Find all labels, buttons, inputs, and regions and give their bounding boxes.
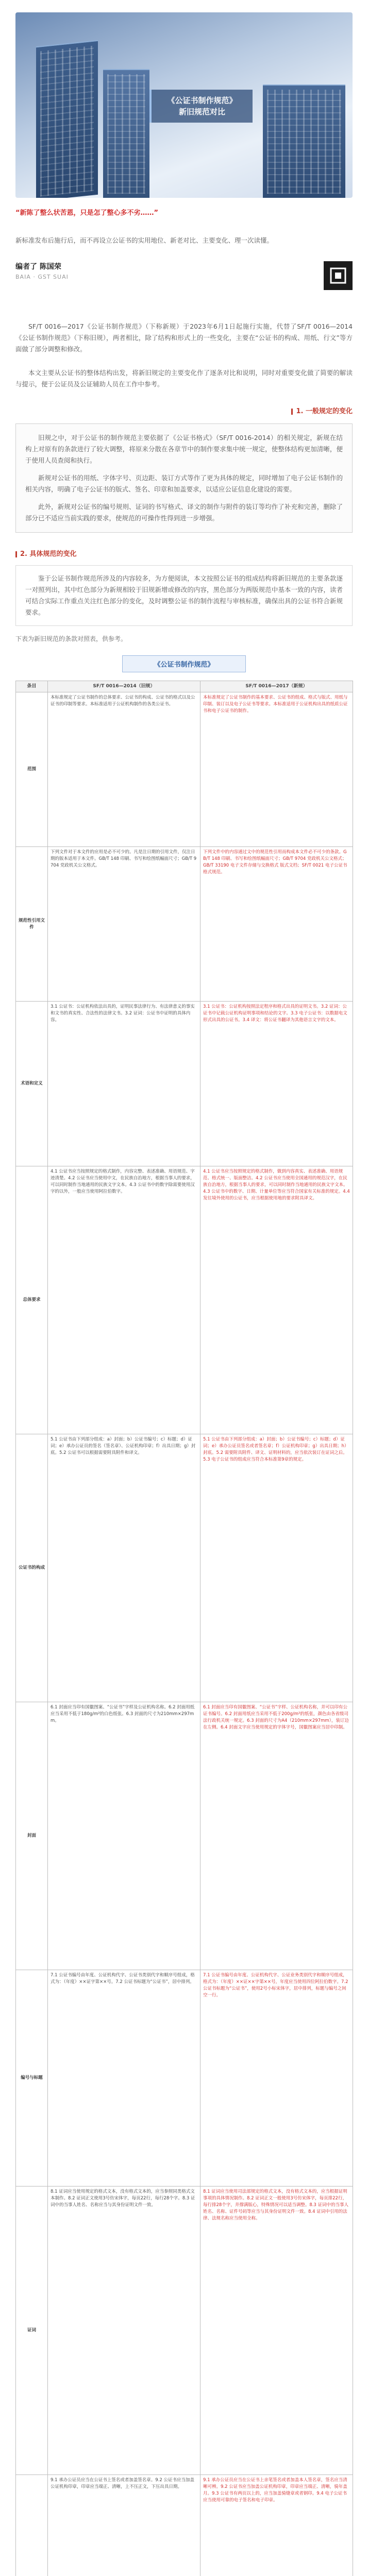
table-row [16,1970,353,2187]
table-cell-category: 编号与标题 [16,1970,48,2187]
table-cell-new-text: 8.1 证词应当使用司法部规定的格式文本，没有格式文本的，应当根据证明事项的具体情况制作。8.2 证词正文一般使用3号仿宋体字，每页排22行，每行排28个字，并撑满版心，特殊情况可以适当调整。8.3 证词中的当事人姓名、名称、证件号码等应当与其身份证明文件一致。8.4 证词中引用的法律、法规名称应当使用全称。 [203,2189,349,2221]
table-cell-new-text: 3.1 公证书：公证机构按照法定程序和格式出具的证明文书。3.2 证词：公证书中记载公证机构证明事项和结论的文字。3.3 电子公证书：以数据电文形式出具的公证书。3.4 译文：将公证书翻译为其他语言文字的文本。 [203,1004,347,1023]
table-cell-old: 8.1 证词应当使用规定的格式文本，没有格式文本的，应当参照同类格式文本制作。8.2 证词正文使用3号仿宋体字，每页22行，每行28个字。8.3 证词中的当事人姓名、名称应当与其身份证明文件一致。 [48,2187,200,2475]
table-row [16,2187,353,2475]
table-cell-old: 下列文件对于本文件的应用是必不可少的。凡是注日期的引用文件，仅注日期的版本适用于本文件。GB/T 148 印刷、书写和绘图纸幅面尺寸；GB/T 9704 党政机关公文格式。 [48,847,200,1002]
section-2-title-text: 2. 具体规范的变化 [20,550,77,558]
section-bar-icon [15,551,17,557]
table-cell-new [200,847,353,1002]
table-cell-new-text: 9.1 承办公证员应当在公证书上亲笔签名或者加盖本人签名章，签名应当清晰可辨。9.2 公证书应当加盖公证机构印章，印章应当端正、清晰，骑年盖月。9.3 公证书有两页以上的，应当加盖骑缝章或者钢印。9.4 电子公证书应当使用可靠的电子签名和电子印章。 [203,2478,347,2503]
section-2-title [15,548,353,558]
table-cell-new [200,2187,353,2475]
table-cell-new-text: 4.1 公证书应当按照规定的格式制作，做到内容真实、表述准确、用语规范、格式统一、版面整洁。4.2 公证书应当使用全国通用的规范汉字，在民族自治地方，根据当事人的要求，可以同时制作当地通用的民族文字文本。4.3 公证书中的数字、日期、计量单位等应当符合国家有关标准的规定。4.4 发往境外使用的公证书，应当根据使用地的要求附具译文。 [203,1169,350,1201]
author-info [15,261,69,280]
author-subtitle: BAIA · GST SUAI [15,274,69,280]
comparison-table [15,681,353,2576]
table-row [16,692,353,847]
section-1-box [15,423,353,533]
section-1-paragraph: 此外，新规对公证书的编号规则、证词的书写格式、译文的制作与附件的装订等均作了补充和完善，删除了部分已不适应当前实践的要求，使规范的可操作性得到进一步增强。 [25,503,343,522]
table-cell-old: 5.1 公证书由下列部分组成：a）封面；b）公证书编号；c）标题；d）证词；e）承办公证员的签名（签名章）、公证机构印章；f）出具日期；g）封底。5.2 公证书可以根据需要附具附件和译文。 [48,1434,200,1702]
body-paragraph-2: 本文主要从公证书的整体结构出发，将新旧规定的主要变化作了逐条对比和说明，同时对重要变化做了简要的解读与提示，便于公证员及公证辅助人员在工作中参考。 [15,369,353,388]
table-title: 《公证书制作规范》 [122,655,246,672]
table-cell-new-text: 5.1 公证书由下列部分组成：a）封面；b）公证书编号；c）标题；d）证词；e）承办公证员签名或者签名章；f）公证机构印章；g）出具日期；h）封底。5.2 需要附具附件、译文、证明材料的，应当依次装订在证词之后。5.3 电子公证书的组成应当符合本标准第9章的规定。 [203,1437,349,1462]
cover-title-card [149,90,253,123]
section-bar-icon [291,409,293,415]
table-cell-category [16,2475,48,2576]
cover-title-line1: 《公证书制作规范》 [167,96,237,105]
section-2-paragraph: 鉴于公证书制作规范所涉及的内容较多，为方便阅读，本文按照公证书的组成结构将新旧规范的主要条款逐一对照列出，其中红色部分为新规相较于旧规新增或修改的内容，黑色部分为两版规范中基本一致的内容，读者可结合实际工作重点关注红色部分的变化，及时调整公证书的制作流程与审核标准，确保出具的公证书符合新规要求。 [25,574,343,616]
table-cell-new [200,1166,353,1434]
table-cell-old: 7.1 公证书编号由年度、公证机构代字、公证书类别代字和顺序号组成，格式为：（年度）××证字第××号。7.2 公证书标题为“公证书”，居中排列。 [48,1970,200,2187]
intro-text: 新标准发布后施行后，而不再设立公证书的实用地位、新老对比、主要变化、理一次读懂。 [15,236,274,244]
table-note: 下表为新旧规范的条款对照表，供参考。 [15,635,127,642]
table-cell-new [200,1002,353,1166]
table-cell-category: 证词 [16,2187,48,2475]
table-row [16,1702,353,1970]
table-cell-new [200,1702,353,1970]
table-cell-new-text: 本标准规定了公证书制作的基本要求、公证书的组成、格式与版式、用纸与印制、装订以及电子公证书等要求。本标准适用于公证机构出具的纸质公证书和电子公证书的制作。 [203,695,348,714]
building-graphic [103,69,149,198]
tagline: “新陈了整么状苦恩，只是怎了整心多不劣……” [15,209,159,217]
table-header-cell: SF/T 0016—2014（旧规） [48,681,200,692]
cover-image [15,12,353,198]
author-name: 编者了 陈国荣 [15,263,61,271]
table-cell-category: 封面 [16,1702,48,1970]
cover-title-line2: 新旧规范对比 [178,107,225,116]
section-1-paragraph: 新规对公证书的用纸、字体字号、页边距、装订方式等作了更为具体的规定，同时增加了电子公证书制作的相关内容，明确了电子公证书的版式、签名、印章和加盖要求，以适应公证信息化建设的需要。 [25,474,343,493]
table-cell-category: 总体要求 [16,1166,48,1434]
table-row [16,1434,353,1702]
brand-logo-icon [324,261,353,290]
building-graphic [36,40,98,198]
table-row [16,847,353,1002]
table-row [16,1166,353,1434]
table-cell-new [200,1434,353,1702]
table-cell-new-text: 下列文件中的内容通过文中的规范性引用而构成本文件必不可少的条款。GB/T 148 印刷、书写和绘图纸幅面尺寸；GB/T 9704 党政机关公文格式；GB/T 33190 电子文件存储与交换格式 版式文档；SF/T 0021 电子公证书格式规范。 [203,850,347,875]
author-block [15,261,353,290]
table-cell-new [200,692,353,847]
table-cell-category: 规范性引用文件 [16,847,48,1002]
building-graphic [263,84,345,198]
table-row [16,1002,353,1166]
table-cell-new [200,2475,353,2576]
section-1-title-text: 1. 一般规定的变化 [296,408,353,415]
table-cell-old: 4.1 公证书应当按照规定的格式制作，内容完整、表述准确、用语规范、字迹清楚。4.2 公证书应当使用中文，在民族自治地方，根据当事人的要求，可以同时制作当地通用的民族文字文本。4.3 公证书中的数字除需要使用汉字的以外，一般应当使用阿拉伯数字。 [48,1166,200,1434]
table-cell-category: 公证书的构成 [16,1434,48,1702]
table-cell-new [200,1970,353,2187]
table-cell-category: 范围 [16,692,48,847]
table-header-row [16,681,353,692]
section-1-paragraph: 旧规之中，对于公证书的制作规范主要依据了《公证书格式》（SF/T 0016-2014）的相关规定，新规在结构上对原有的条款进行了较大调整，将原来分散在各章节中的制作要求集中统一规定，使整体结构更加清晰，便于使用人员查阅和执行。 [25,434,343,464]
section-1-title [15,405,353,415]
body-paragraph-1: SF/T 0016—2017《公证书制作规范》（下称新规）于2023年6月1日起施行实施，代替了SF/T 0016—2014《公证书制作规范》（下称旧规），两者相比，除了结构和形式上的一些变化，主要在“公证书的构成、用纸、行文”等方面做了部分调整和修改。 [15,323,353,353]
section-2-box [15,565,353,626]
table-cell-old: 6.1 封面应当印有国徽图案、“公证书”字样及公证机构名称。6.2 封面用纸应当采用不低于180g/m²的白色纸张。6.3 封面的尺寸为210mm×297mm。 [48,1702,200,1970]
table-header-cell: 条目 [16,681,48,692]
table-header-cell: SF/T 0016—2017（新规） [200,681,353,692]
table-cell-category: 术语和定义 [16,1002,48,1166]
table-cell-old: 3.1 公证书：公证机构依法出具的，证明民事法律行为、有法律意义的事实和文书的真实性、合法性的法律文书。3.2 证词：公证书中证明的具体内容。 [48,1002,200,1166]
table-cell-old: 9.1 承办公证员应当在公证书上签名或者加盖签名章。9.2 公证书应当加盖公证机构印章，印章应当端正、清晰，上不压正文，下压出具日期。 [48,2475,200,2576]
table-row [16,2475,353,2576]
table-cell-new-text: 6.1 封面应当印有国徽图案、“公证书”字样、公证机构名称，并可以印有公证书编号。6.2 封面用纸应当采用不低于200g/m²的纸张，颜色由各省级司法行政机关统一规定。6.3 封面的尺寸为A4（210mm×297mm），装订边在左侧。6.4 封面文字应当使用规定的字体字号，国徽图案应当居中印制。 [203,1705,349,1730]
table-cell-old: 本标准规定了公证书制作的总体要求、公证书的构成、公证书的格式以及公证书的印制等要求。本标准适用于公证机构制作的各类公证书。 [48,692,200,847]
table-cell-new-text: 7.1 公证书编号由年度、公证机构代字、公证业务类别代字和顺序号组成，格式为：（年度）××证××字第××号，年度应当使用四位阿拉伯数字。7.2 公证书标题为“公证书”，使用2号小标宋体字，居中排列，标题与编号之间空一行。 [203,1973,348,1998]
